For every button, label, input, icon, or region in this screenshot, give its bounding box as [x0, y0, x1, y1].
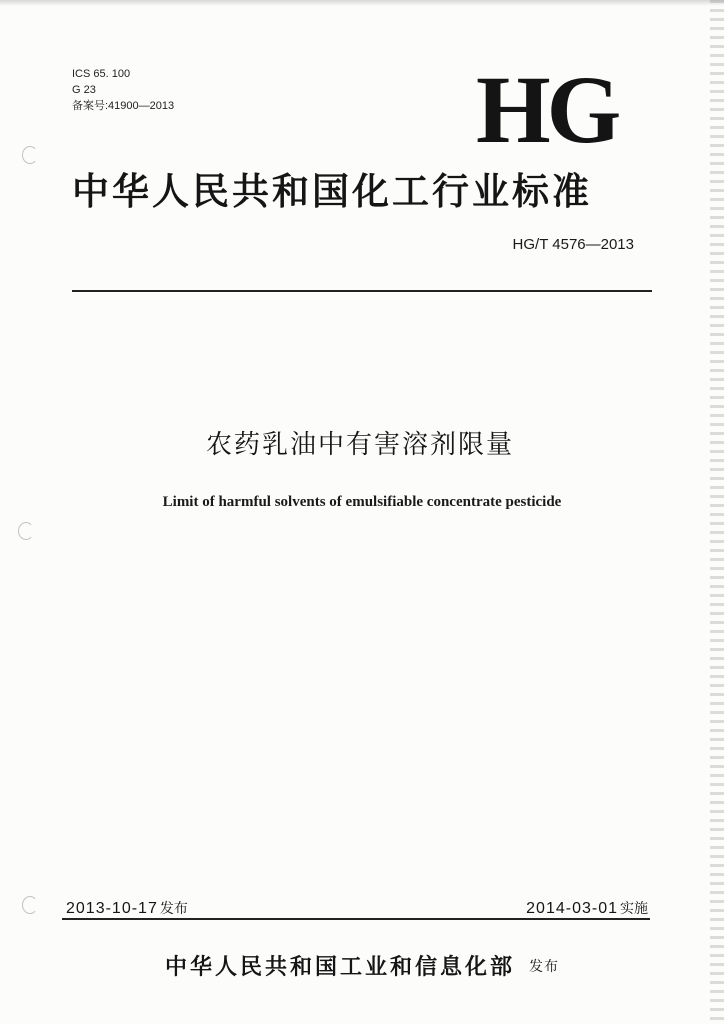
effective-date: 2014-03-01 — [526, 900, 618, 917]
document-title-chinese: 农药乳油中有害溶剂限量 — [205, 430, 514, 460]
issue-date-label: 发布 — [159, 901, 188, 917]
punch-hole-mark — [18, 522, 34, 540]
hg-logo: HG — [476, 56, 618, 163]
issue-date: 2013-10-17 — [66, 900, 158, 917]
document-title-english: Limit of harmful solvents of emulsifiable concentrate pesticide — [162, 494, 562, 510]
ics-code: ICS 65. 100 — [72, 68, 131, 80]
issue-date-block — [66, 898, 188, 918]
standard-number: HG/T 4576—2013 — [512, 236, 634, 253]
standard-category-title: 中华人民共和国化工行业标准 — [72, 169, 592, 213]
issuer-line — [0, 950, 724, 981]
record-number: 备案号:41900—2013 — [72, 100, 175, 112]
issuer-action: 发布 — [529, 959, 559, 975]
issuer-name: 中华人民共和国工业和信息化部 — [164, 954, 515, 980]
classification-block — [72, 66, 174, 114]
effective-date-block — [526, 898, 648, 918]
divider-top — [72, 290, 652, 292]
scan-edge-top — [0, 0, 724, 6]
punch-hole-mark — [22, 146, 38, 164]
scan-edge-right — [710, 0, 724, 1024]
effective-date-label: 实施 — [620, 901, 648, 917]
ccs-code: G 23 — [72, 84, 96, 96]
divider-bottom — [62, 918, 650, 920]
punch-hole-mark — [22, 896, 38, 914]
